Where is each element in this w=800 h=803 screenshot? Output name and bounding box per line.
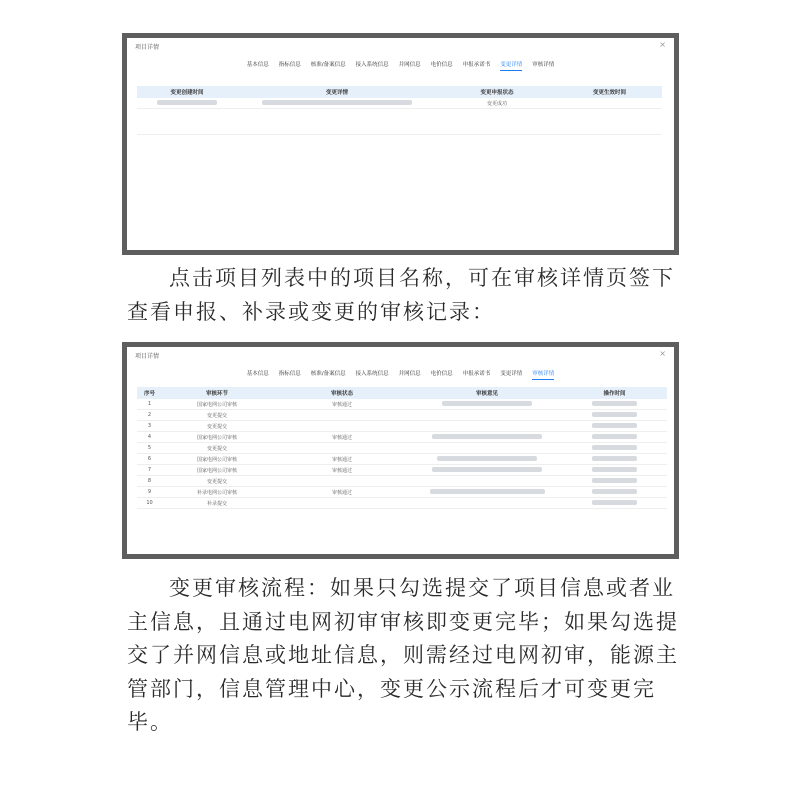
- table-cell: [562, 443, 667, 454]
- tab-0[interactable]: 基本信息: [246, 62, 269, 68]
- close-icon[interactable]: ×: [659, 40, 666, 49]
- redacted-value: [592, 423, 637, 428]
- table-cell: 审核通过: [272, 465, 412, 476]
- dialog-title: 项目详情: [135, 353, 160, 360]
- redacted-value: [430, 489, 545, 494]
- table-cell: 补录电网公司审核: [162, 487, 272, 498]
- redacted-value: [157, 100, 217, 105]
- column-header: 变更申报状态: [437, 86, 557, 98]
- table-cell: 8: [137, 476, 162, 487]
- table-cell: [412, 476, 562, 487]
- table-cell: [412, 410, 562, 421]
- tab-1[interactable]: 指标信息: [278, 371, 301, 377]
- redacted-value: [592, 412, 637, 417]
- redacted-value: [592, 478, 637, 483]
- redacted-value: [592, 500, 637, 505]
- redacted-value: [592, 489, 637, 494]
- screenshot-change-details: [122, 33, 679, 255]
- paragraph-audit-flow: 变更审核流程：如果只勾选提交了项目信息或者业主信息，且通过电网初审审核即变更完毕；如果勾选提交了并网信息或地址信息，则需经过电网初审，能源主管部门，信息管理中心，变更公示流程后才可变更完毕。: [127, 576, 679, 735]
- table-cell: 变更提交: [162, 410, 272, 421]
- table-cell: [272, 498, 412, 509]
- table-cell: 5: [137, 443, 162, 454]
- table-cell: 10: [137, 498, 162, 509]
- redacted-value: [592, 401, 637, 406]
- table-cell: 变更提交: [162, 476, 272, 487]
- tab-5[interactable]: 电价信息: [430, 371, 453, 377]
- table-row: [137, 421, 667, 432]
- dialog-panel: [127, 347, 674, 554]
- table-cell: [562, 498, 667, 509]
- table-cell: [237, 98, 437, 109]
- tab-2[interactable]: 核准/备案信息: [310, 371, 346, 377]
- table-cell: 国家电网公司审核: [162, 454, 272, 465]
- table-row: [137, 498, 667, 509]
- table-cell: 3: [137, 421, 162, 432]
- table-cell: 7: [137, 465, 162, 476]
- table-cell: 国家电网公司审核: [162, 432, 272, 443]
- tab-7[interactable]: 变更详情: [500, 60, 522, 71]
- tab-bar: [127, 369, 674, 380]
- table-cell: [562, 399, 667, 410]
- table-row: [137, 410, 667, 421]
- change-table: [137, 86, 662, 109]
- tab-4[interactable]: 并网信息: [398, 371, 421, 377]
- column-header: 序号: [137, 387, 162, 399]
- table-cell: [412, 454, 562, 465]
- table-row: [137, 98, 662, 109]
- table-cell: 变更成功: [437, 98, 557, 109]
- paragraph-audit-intro: 点击项目列表中的项目名称，可在审核详情页签下查看申报、补录或变更的审核记录：: [127, 266, 675, 324]
- column-header: 操作时间: [562, 387, 667, 399]
- tab-8[interactable]: 审核详情: [532, 369, 554, 380]
- redacted-value: [592, 467, 637, 472]
- column-header: 变更详情: [237, 86, 437, 98]
- table-row: [137, 487, 667, 498]
- tab-3[interactable]: 接入系统信息: [355, 62, 389, 68]
- tab-4[interactable]: 并网信息: [398, 62, 421, 68]
- audit-table: [137, 387, 667, 509]
- redacted-value: [437, 456, 537, 461]
- column-header: 审核环节: [162, 387, 272, 399]
- redacted-value: [592, 434, 637, 439]
- table-cell: 2: [137, 410, 162, 421]
- redacted-value: [592, 445, 637, 450]
- table-cell: [272, 476, 412, 487]
- table-cell: [272, 443, 412, 454]
- table-cell: [562, 421, 667, 432]
- tab-2[interactable]: 核准/备案信息: [310, 62, 346, 68]
- table-cell: [562, 465, 667, 476]
- tab-5[interactable]: 电价信息: [430, 62, 453, 68]
- redacted-value: [592, 456, 637, 461]
- tab-6[interactable]: 申报承诺书: [462, 371, 491, 377]
- table-row: [137, 476, 667, 487]
- table-cell: [562, 487, 667, 498]
- column-header: 审核状态: [272, 387, 412, 399]
- column-header: 变更创建时间: [137, 86, 237, 98]
- table-cell: 6: [137, 454, 162, 465]
- table-cell: 变更提交: [162, 421, 272, 432]
- table-empty-area: [137, 134, 662, 135]
- tab-7[interactable]: 变更详情: [500, 371, 523, 377]
- table-cell: 审核通过: [272, 454, 412, 465]
- table-cell: [137, 98, 237, 109]
- screenshot-audit-details: [122, 342, 679, 559]
- table-cell: [562, 410, 667, 421]
- tab-0[interactable]: 基本信息: [246, 371, 269, 377]
- column-header: 变更生效时间: [557, 86, 662, 98]
- table-row: [137, 399, 667, 410]
- table-cell: 补录提交: [162, 498, 272, 509]
- dialog-title: 项目详情: [135, 44, 160, 51]
- table-cell: [412, 465, 562, 476]
- table-cell: [412, 421, 562, 432]
- table-cell: 4: [137, 432, 162, 443]
- table-row: [137, 443, 667, 454]
- table-row: [137, 465, 667, 476]
- tab-8[interactable]: 审核详情: [532, 62, 555, 68]
- table-cell: [412, 487, 562, 498]
- table-cell: [562, 454, 667, 465]
- table-cell: 9: [137, 487, 162, 498]
- redacted-value: [442, 401, 532, 406]
- table-row: [137, 432, 667, 443]
- table-cell: 国家电网公司审核: [162, 465, 272, 476]
- table-cell: 变更提交: [162, 443, 272, 454]
- table-cell: 审核通过: [272, 399, 412, 410]
- table-cell: 审核通过: [272, 432, 412, 443]
- tab-6[interactable]: 申报承诺书: [462, 62, 491, 68]
- table-cell: [412, 443, 562, 454]
- tab-bar: [127, 60, 674, 71]
- tab-1[interactable]: 指标信息: [278, 62, 301, 68]
- table-cell: 1: [137, 399, 162, 410]
- tab-3[interactable]: 接入系统信息: [355, 371, 389, 377]
- table-cell: [557, 98, 662, 109]
- dialog-panel: [127, 38, 674, 250]
- table-cell: [412, 432, 562, 443]
- table-cell: [412, 498, 562, 509]
- table-cell: [272, 421, 412, 432]
- redacted-value: [432, 467, 542, 472]
- redacted-value: [432, 434, 542, 439]
- redacted-value: [262, 100, 412, 105]
- table-cell: [562, 432, 667, 443]
- column-header: 审核意见: [412, 387, 562, 399]
- table-row: [137, 454, 667, 465]
- table-cell: [272, 410, 412, 421]
- table-cell: [412, 399, 562, 410]
- close-icon[interactable]: ×: [659, 349, 666, 358]
- table-cell: 审核通过: [272, 487, 412, 498]
- table-cell: 国家电网公司审核: [162, 399, 272, 410]
- table-cell: [562, 476, 667, 487]
